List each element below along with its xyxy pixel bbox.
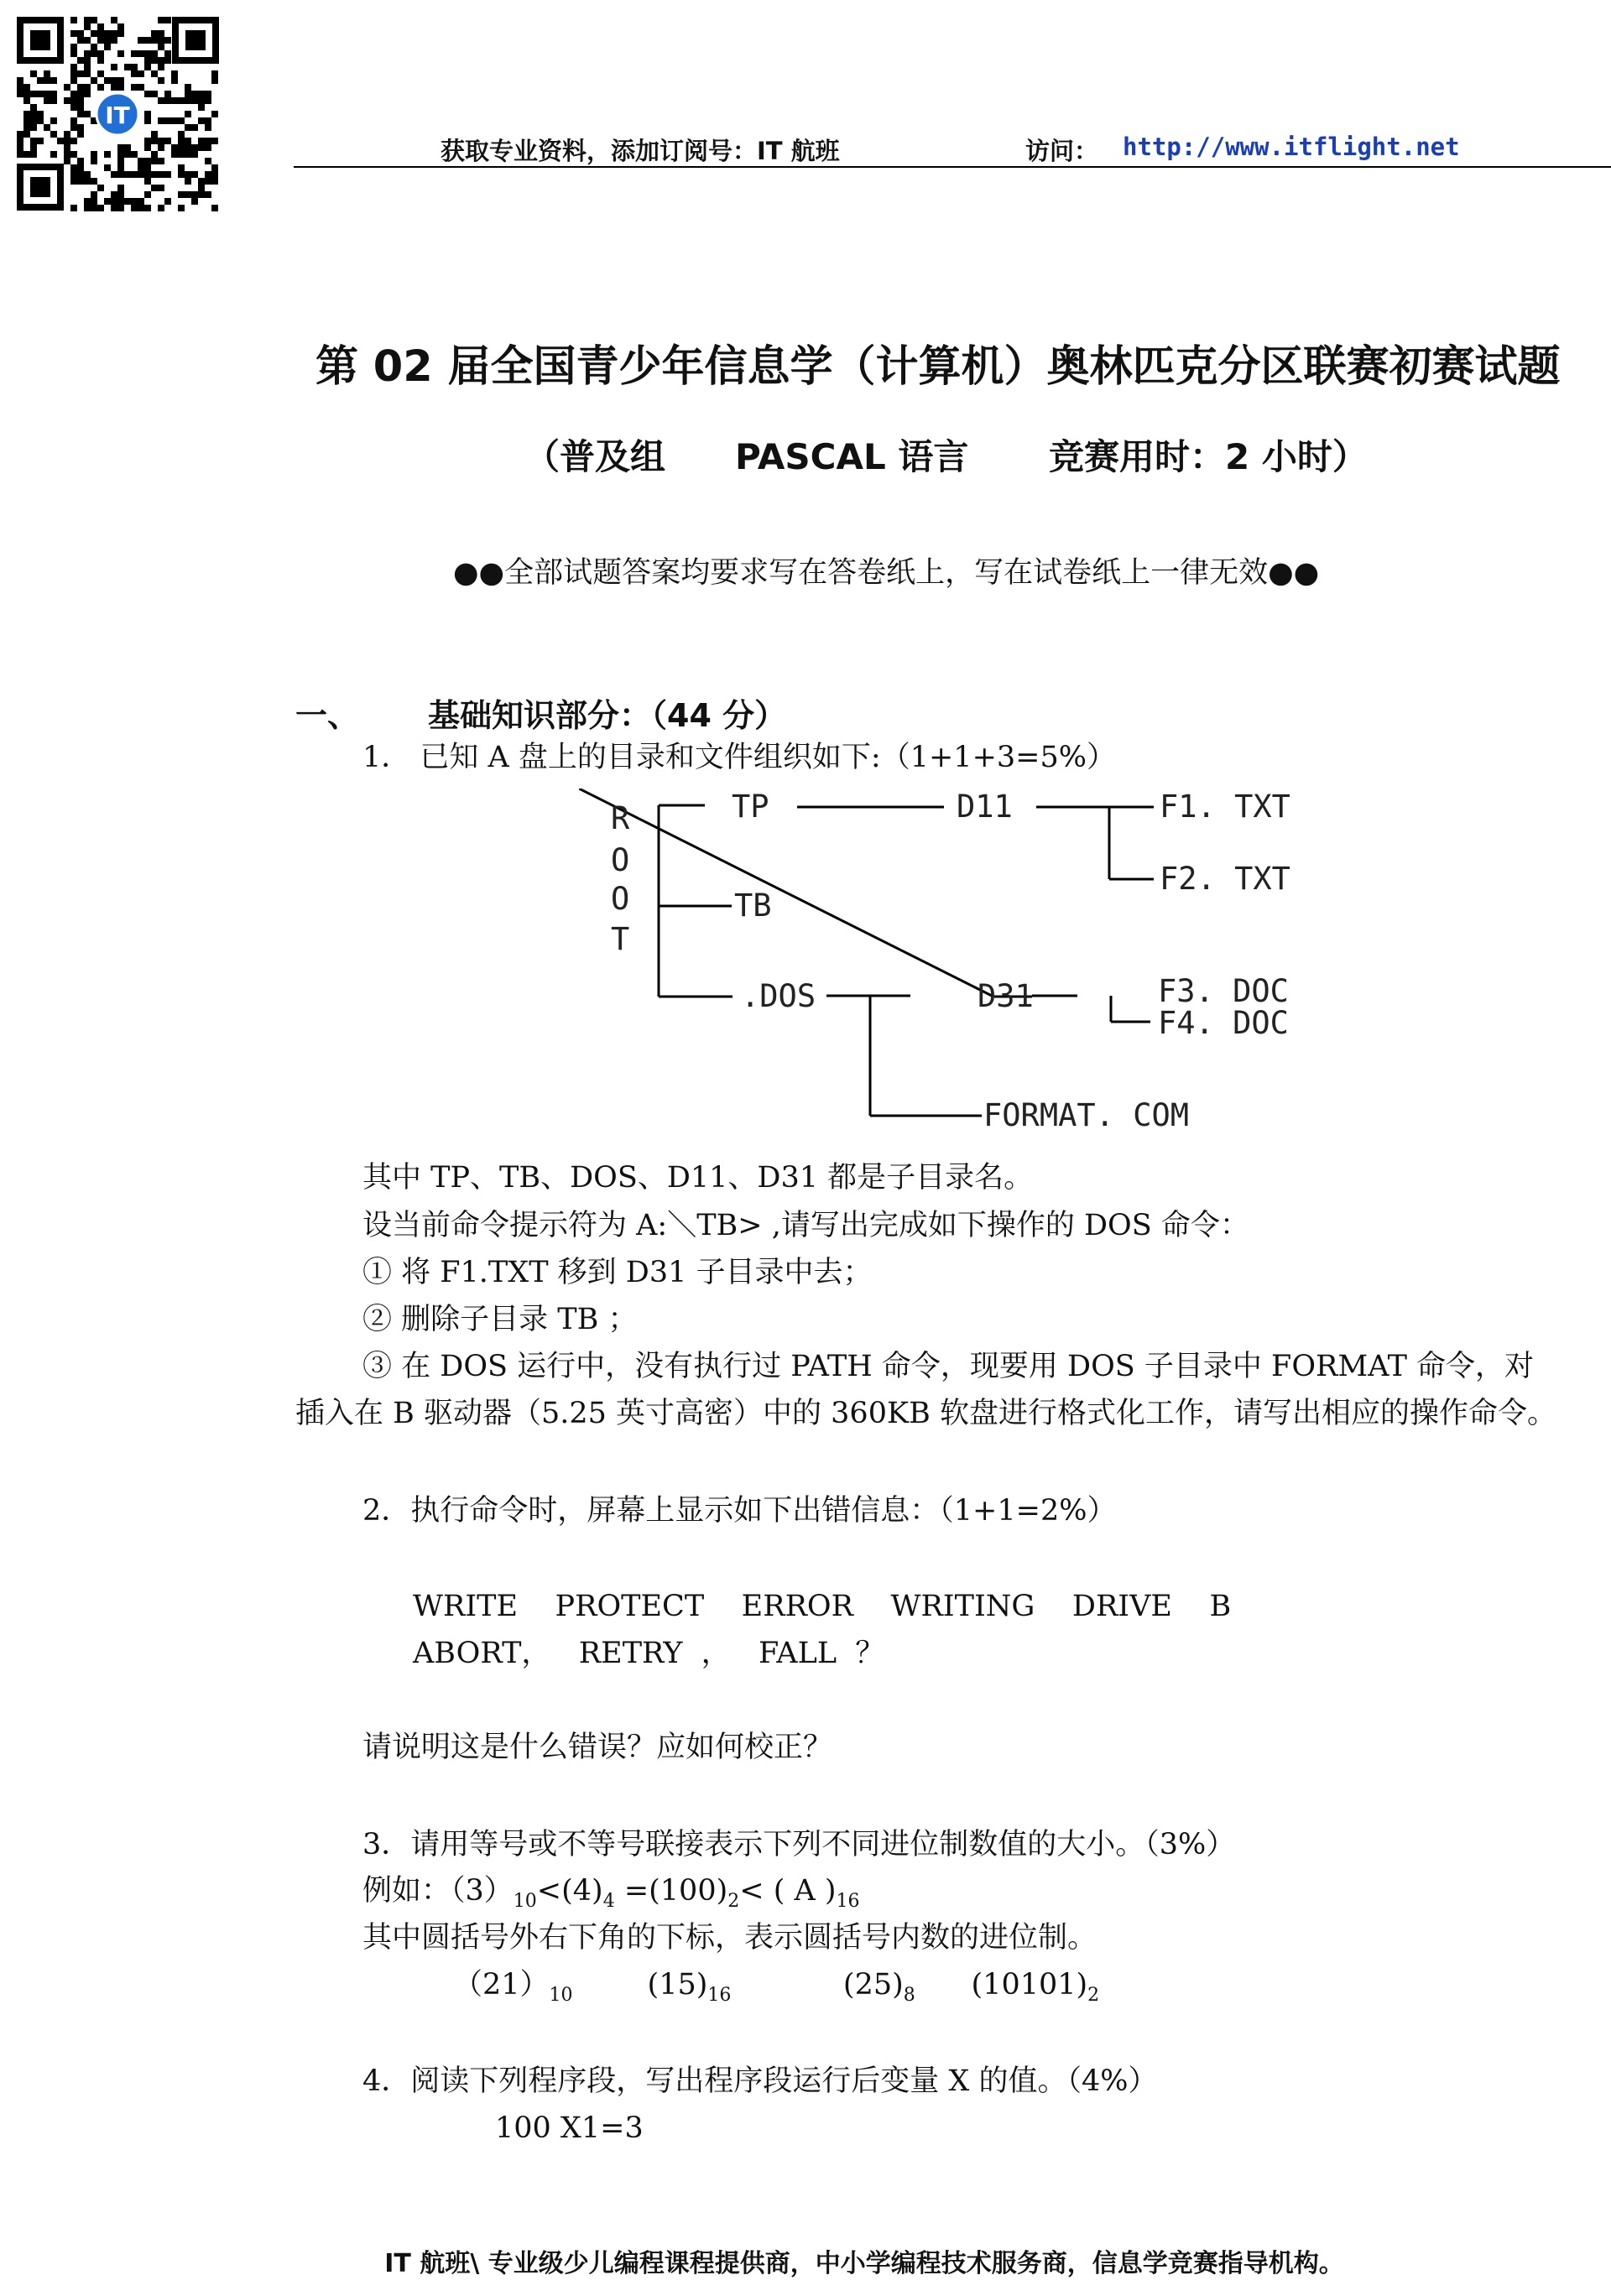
qr-code <box>15 15 221 212</box>
tree-root-letter: O <box>611 842 630 878</box>
tree-node-dos: .DOS <box>741 978 816 1014</box>
q3-example-prefix: 例如：（3） <box>362 1874 514 1908</box>
header-url-link[interactable]: http://www.itflight.net <box>1123 133 1460 161</box>
tree-node-f1: F1. TXT <box>1160 789 1290 825</box>
header-visit-label: 访问： <box>1025 137 1099 165</box>
qr-logo-text: IT <box>105 102 130 129</box>
tree-node-d11: D11 <box>957 789 1013 825</box>
tree-node-format: FORMAT. COM <box>983 1097 1190 1133</box>
q4-stem: 4．阅读下列程序段，写出程序段运行后变量 X 的值。（4%） <box>362 2064 1158 2098</box>
subtitle-group: （普及组 <box>524 436 666 477</box>
directory-tree-diagram <box>579 789 1309 1141</box>
exam-notice: ●●全部试题答案均要求写在答卷纸上，写在试卷纸上一律无效●● <box>453 556 1320 590</box>
qr-code-graphic <box>15 15 221 212</box>
q2-error-line-2: ABORT， RETRY ， FALL ？ <box>413 1637 885 1670</box>
tree-root-letter: T <box>611 921 630 957</box>
q1-item-3-line-2: 插入在 B 驱动器（5.25 英寸高密）中的 360KB 软盘进行格式化工作，请写出相应的操作命令。 <box>295 1397 1556 1430</box>
q2-question: 请说明这是什么错误？应如何校正？ <box>362 1731 833 1764</box>
q1-note: 其中 TP、TB、DOS、D11、D31 都是子目录名。 <box>362 1161 1034 1195</box>
q3-stem: 3．请用等号或不等号联接表示下列不同进位制数值的大小。（3%） <box>362 1828 1236 1861</box>
q1-stem: 1． 已知 A 盘上的目录和文件组织如下:（1+1+3=5%） <box>362 741 1117 774</box>
tree-root-letter: O <box>611 881 630 917</box>
q1-item-3-line-1: ③ 在 DOS 运行中，没有执行过 PATH 命令，现要用 DOS 子目录中 FORMAT 命令，对 <box>362 1350 1535 1383</box>
page-title: 第 02 届全国青少年信息学（计算机）奥林匹克分区联赛初赛试题 <box>315 342 1561 392</box>
tree-node-f4: F4. DOC <box>1158 1005 1289 1041</box>
subtitle-language: PASCAL 语言 <box>735 436 969 477</box>
tree-node-f3: F3. DOC <box>1158 973 1289 1009</box>
q3-numbers: $(21)_{10}$ $(15)_{16}$ $(25)_8$ $(10101)_2$ <box>453 1968 1100 2006</box>
subtitle-time: 竞赛用时：2 小时） <box>1049 436 1368 477</box>
tree-node-d31: D31 <box>978 978 1034 1014</box>
q4-code-line-1: 100 X1=3 <box>495 2111 644 2145</box>
tree-root-letter: R <box>611 800 630 836</box>
q2-stem: 2．执行命令时，屏幕上显示如下出错信息：（1+1=2%） <box>362 1494 1117 1528</box>
page-footer: IT 航班\ 专业级少儿编程课程提供商，中小学编程技术服务商，信息学竞赛指导机构。 <box>384 2249 1344 2278</box>
q3-example: 例如：$(3)_{10}<(4)_4 =(100)_2<$ ( A )$_{16}$ <box>362 1874 860 1912</box>
section-heading: 基础知识部分：（44 分） <box>428 697 787 734</box>
q1-item-2: ② 删除子目录 TB ； <box>362 1303 638 1336</box>
tree-node-tb: TB <box>734 888 772 924</box>
q1-prompt: 设当前命令提示符为 A:＼TB> ,请写出完成如下操作的 DOS 命令： <box>362 1209 1249 1242</box>
tree-node-f2: F2. TXT <box>1160 861 1290 897</box>
q2-error-line-1: WRITE PROTECT ERROR WRITING DRIVE B <box>413 1590 1232 1623</box>
q1-item-1: ① 将 F1.TXT 移到 D31 子目录中去； <box>362 1256 873 1289</box>
q3-note: 其中圆括号外右下角的下标，表示圆括号内数的进位制。 <box>362 1921 1097 1955</box>
tree-node-tp: TP <box>732 789 769 825</box>
header-divider <box>294 166 1611 168</box>
header-tagline: 获取专业资料，添加订阅号：IT 航班 <box>441 137 840 165</box>
section-number: 一、 <box>295 697 360 734</box>
